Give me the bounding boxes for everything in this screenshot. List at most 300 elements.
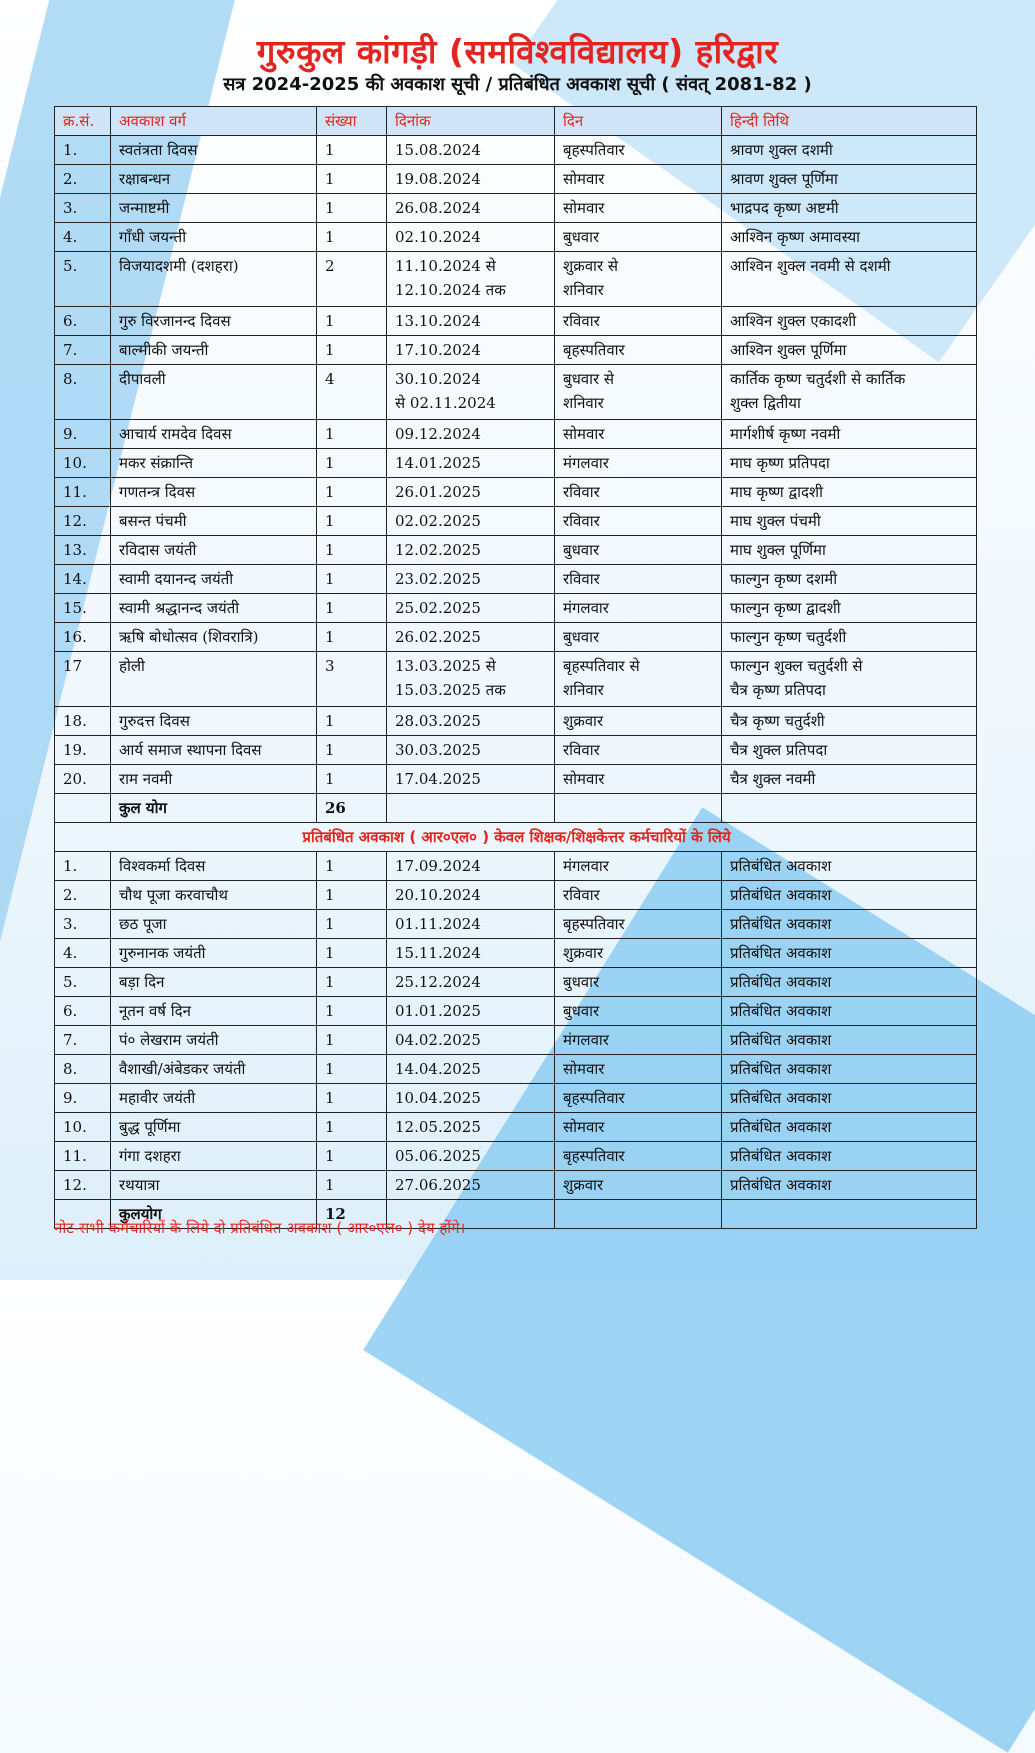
- date-text: 28.03.2025: [395, 712, 481, 730]
- serial-cell: 11.: [55, 1142, 111, 1171]
- date-text: 14.01.2025: [395, 454, 481, 472]
- count-text: 4: [325, 370, 335, 388]
- serial-text: 5.: [63, 257, 78, 275]
- table-row: [55, 1026, 977, 1055]
- date-cell: [387, 223, 555, 252]
- holiday-name-cell: [111, 449, 317, 478]
- serial-cell: [55, 252, 111, 307]
- holiday-name-text: होली: [119, 657, 145, 675]
- count-text: 1: [325, 141, 335, 159]
- restricted-total-value: 12: [317, 1200, 387, 1229]
- day-text: बृहस्पतिवार से: [563, 657, 640, 675]
- count-cell: 1: [317, 852, 387, 881]
- day-cell: मंगलवार: [555, 1026, 722, 1055]
- date-cell: 14.04.2025: [387, 1055, 555, 1084]
- hindi-date-text: कार्तिक कृष्ण चतुर्दशी से कार्तिक: [730, 370, 906, 388]
- hindi-date-cell: [722, 536, 977, 565]
- date-text: 26.08.2024: [395, 199, 481, 217]
- count-text: 1: [325, 199, 335, 217]
- hindi-date-cell: [722, 707, 977, 736]
- page-subtitle: सत्र 2024-2025 की अवकाश सूची / प्रतिबंधित अवकाश सूची ( संवत् 2081-82 ): [223, 74, 812, 95]
- date-cell: [387, 307, 555, 336]
- count-text: 1: [325, 599, 335, 617]
- footer-note: नोट-सभी कर्मचारियों के लिये दो प्रतिबंधित अवकाश ( आर०एल० ) देय होंगे।: [54, 1219, 466, 1237]
- hindi-date-cell: प्रतिबंधित अवकाश: [722, 852, 977, 881]
- column-header-serial: क्र.सं.: [55, 107, 111, 136]
- day-cell: [555, 136, 722, 165]
- hindi-date-cell: [722, 565, 977, 594]
- holiday-name-text: ऋषि बोधोत्सव (शिवरात्रि): [119, 628, 259, 646]
- date-text: 02.10.2024: [395, 228, 481, 246]
- day-cell: रविवार: [555, 881, 722, 910]
- day-cell: मंगलवार: [555, 852, 722, 881]
- hindi-date-text: श्रावण शुक्ल पूर्णिमा: [730, 170, 838, 188]
- hindi-date-cell: प्रतिबंधित अवकाश: [722, 1171, 977, 1200]
- count-text: 1: [325, 483, 335, 501]
- count-text: 1: [325, 770, 335, 788]
- serial-text: 12.: [63, 512, 87, 530]
- date-cell: 01.11.2024: [387, 910, 555, 939]
- table-row: [55, 536, 977, 565]
- table-row: [55, 223, 977, 252]
- count-text: 3: [325, 657, 335, 675]
- count-text: 1: [325, 454, 335, 472]
- serial-cell: 4.: [55, 939, 111, 968]
- holidays-total-label: कुल योग: [111, 794, 317, 823]
- count-text: 1: [325, 741, 335, 759]
- count-text: 1: [325, 541, 335, 559]
- table-row: [55, 420, 977, 449]
- date-cell: [387, 765, 555, 794]
- count-cell: [317, 136, 387, 165]
- holiday-name-cell: [111, 652, 317, 707]
- day-text: बुधवार: [563, 541, 600, 559]
- table-row: [55, 968, 977, 997]
- serial-cell: [55, 536, 111, 565]
- count-cell: [317, 194, 387, 223]
- hindi-date-cell: प्रतिबंधित अवकाश: [722, 910, 977, 939]
- table-row: [55, 165, 977, 194]
- date-text: 30.10.2024: [395, 370, 481, 388]
- day-text: मंगलवार: [563, 454, 609, 472]
- date-cell: [387, 707, 555, 736]
- serial-cell: [55, 194, 111, 223]
- date-text: 26.01.2025: [395, 483, 481, 501]
- count-cell: [317, 252, 387, 307]
- day-cell: सोमवार: [555, 1055, 722, 1084]
- table-row: [55, 194, 977, 223]
- holiday-name-cell: [111, 136, 317, 165]
- serial-text: 11.: [63, 483, 87, 501]
- date-text: 26.02.2025: [395, 628, 481, 646]
- count-cell: [317, 536, 387, 565]
- day-text: सोमवार: [563, 199, 605, 217]
- day-text: सोमवार: [563, 770, 605, 788]
- serial-text: 8.: [63, 370, 78, 388]
- date-cell: [387, 478, 555, 507]
- holiday-name-cell: नूतन वर्ष दिन: [111, 997, 317, 1026]
- hindi-date-text: श्रावण शुक्ल दशमी: [730, 141, 833, 159]
- table-header-row: [55, 107, 977, 136]
- table-row: [55, 507, 977, 536]
- hindi-date-cell: [722, 336, 977, 365]
- day-text: बुधवार: [563, 628, 600, 646]
- holiday-name-cell: गुरुनानक जयंती: [111, 939, 317, 968]
- holiday-name-cell: पं० लेखराम जयंती: [111, 1026, 317, 1055]
- count-cell: 1: [317, 1142, 387, 1171]
- holiday-name-cell: [111, 536, 317, 565]
- day-cell: बुधवार: [555, 968, 722, 997]
- date-cell: 05.06.2025: [387, 1142, 555, 1171]
- holiday-name-cell: [111, 594, 317, 623]
- date-text: 19.08.2024: [395, 170, 481, 188]
- hindi-date-text: आश्विन शुक्ल नवमी से दशमी: [730, 257, 891, 275]
- holiday-name-cell: [111, 194, 317, 223]
- date-text: 17.10.2024: [395, 341, 481, 359]
- table-row: [55, 1171, 977, 1200]
- day-cell: [555, 365, 722, 420]
- restricted-section-heading: प्रतिबंधित अवकाश ( आर०एल० ) केवल शिक्षक/शिक्षकेत्तर कर्मचारियों के लिये: [55, 823, 977, 852]
- serial-text: 15.: [63, 599, 87, 617]
- day-cell: [555, 707, 722, 736]
- table-row: [55, 1055, 977, 1084]
- day-cell: बृहस्पतिवार: [555, 910, 722, 939]
- serial-text: 20.: [63, 770, 87, 788]
- serial-cell: [55, 765, 111, 794]
- table-row: [55, 939, 977, 968]
- serial-cell: [55, 652, 111, 707]
- hindi-date-text: फाल्गुन कृष्ण दशमी: [730, 570, 838, 588]
- serial-cell: [55, 165, 111, 194]
- day-text: शनिवार: [563, 394, 604, 412]
- holiday-name-text: रक्षाबन्धन: [119, 170, 171, 188]
- date-cell: [387, 136, 555, 165]
- day-cell: [555, 165, 722, 194]
- holiday-name-cell: विश्वकर्मा दिवस: [111, 852, 317, 881]
- hindi-date-text: मार्गशीर्ष कृष्ण नवमी: [730, 425, 841, 443]
- hindi-date-text: चैत्र शुक्ल नवमी: [730, 770, 816, 788]
- table-row: [55, 252, 977, 307]
- hindi-date-cell: [722, 765, 977, 794]
- table-row: [55, 736, 977, 765]
- holidays-total-value: 26: [317, 794, 387, 823]
- serial-text: 4.: [63, 228, 78, 246]
- hindi-date-cell: [722, 478, 977, 507]
- count-cell: 1: [317, 939, 387, 968]
- date-text: 15.03.2025 तक: [395, 681, 506, 699]
- holiday-name-text: रविदास जयंती: [119, 541, 197, 559]
- date-text: 12.10.2024 तक: [395, 281, 506, 299]
- table-row: [55, 707, 977, 736]
- date-cell: [387, 536, 555, 565]
- holiday-name-cell: [111, 307, 317, 336]
- date-cell: [387, 652, 555, 707]
- holiday-name-cell: [111, 765, 317, 794]
- date-cell: [387, 420, 555, 449]
- serial-cell: 5.: [55, 968, 111, 997]
- count-cell: [317, 449, 387, 478]
- table-row: [55, 881, 977, 910]
- serial-text: 13.: [63, 541, 87, 559]
- date-cell: 01.01.2025: [387, 997, 555, 1026]
- day-cell: बुधवार: [555, 997, 722, 1026]
- serial-text: 1.: [63, 141, 78, 159]
- count-cell: [317, 736, 387, 765]
- serial-cell: 10.: [55, 1113, 111, 1142]
- hindi-date-cell: [722, 420, 977, 449]
- day-cell: बृहस्पतिवार: [555, 1142, 722, 1171]
- column-header-count: संख्या: [317, 107, 387, 136]
- count-text: 1: [325, 570, 335, 588]
- date-cell: [387, 594, 555, 623]
- count-text: 1: [325, 628, 335, 646]
- serial-text: 10.: [63, 454, 87, 472]
- date-cell: [387, 336, 555, 365]
- table-row: [55, 1113, 977, 1142]
- day-text: शुक्रवार: [563, 712, 604, 730]
- hindi-date-cell: प्रतिबंधित अवकाश: [722, 997, 977, 1026]
- day-cell: [555, 765, 722, 794]
- serial-cell: [55, 336, 111, 365]
- holiday-name-text: बाल्मीकी जयन्ती: [119, 341, 209, 359]
- count-text: 2: [325, 257, 335, 275]
- date-cell: [387, 165, 555, 194]
- holiday-rows: [55, 136, 977, 794]
- serial-cell: [55, 478, 111, 507]
- day-cell: [555, 336, 722, 365]
- holiday-name-cell: बड़ा दिन: [111, 968, 317, 997]
- day-text: मंगलवार: [563, 599, 609, 617]
- serial-text: 7.: [63, 341, 78, 359]
- serial-text: 9.: [63, 425, 78, 443]
- holiday-name-cell: छठ पूजा: [111, 910, 317, 939]
- date-cell: 27.06.2025: [387, 1171, 555, 1200]
- table-row: [55, 1142, 977, 1171]
- serial-text: 17: [63, 657, 83, 675]
- day-cell: बृहस्पतिवार: [555, 1084, 722, 1113]
- count-cell: [317, 420, 387, 449]
- holidays-total-row: [55, 794, 977, 823]
- hindi-date-cell: [722, 594, 977, 623]
- day-cell: [555, 420, 722, 449]
- day-cell: [555, 652, 722, 707]
- holiday-name-cell: वैशाखी/अंबेडकर जयंती: [111, 1055, 317, 1084]
- day-text: शुक्रवार से: [563, 257, 618, 275]
- table-row: [55, 365, 977, 420]
- holiday-name-cell: गंगा दशहरा: [111, 1142, 317, 1171]
- serial-cell: [55, 136, 111, 165]
- day-cell: शुक्रवार: [555, 939, 722, 968]
- holiday-name-text: स्वामी दयानन्द जयंती: [119, 570, 234, 588]
- day-text: रविवार: [563, 570, 600, 588]
- date-cell: [387, 194, 555, 223]
- hindi-date-cell: [722, 136, 977, 165]
- date-cell: 04.02.2025: [387, 1026, 555, 1055]
- count-cell: 1: [317, 910, 387, 939]
- holiday-name-cell: [111, 507, 317, 536]
- table-row: [55, 623, 977, 652]
- serial-text: 14.: [63, 570, 87, 588]
- holiday-name-text: मकर संक्रान्ति: [119, 454, 193, 472]
- holiday-name-text: गुरुदत्त दिवस: [119, 712, 190, 730]
- count-text: 1: [325, 228, 335, 246]
- serial-cell: [55, 594, 111, 623]
- serial-text: 18.: [63, 712, 87, 730]
- holiday-name-text: विजयादशमी (दशहरा): [119, 257, 239, 275]
- day-cell: [555, 194, 722, 223]
- table-row: [55, 765, 977, 794]
- holiday-name-cell: [111, 165, 317, 194]
- hindi-date-text: चैत्र कृष्ण प्रतिपदा: [730, 681, 826, 699]
- date-cell: 17.09.2024: [387, 852, 555, 881]
- count-cell: [317, 365, 387, 420]
- table-row: [55, 852, 977, 881]
- page-title: गुरुकुल कांगड़ी (समविश्वविद्यालय) हरिद्वार: [256, 32, 779, 71]
- serial-cell: 3.: [55, 910, 111, 939]
- holiday-name-cell: [111, 736, 317, 765]
- day-text: शनिवार: [563, 281, 604, 299]
- restricted-total-label: कुलयोग: [111, 1200, 317, 1229]
- count-cell: 1: [317, 1084, 387, 1113]
- day-cell: सोमवार: [555, 1113, 722, 1142]
- hindi-date-cell: [722, 165, 977, 194]
- day-text: रविवार: [563, 312, 600, 330]
- date-text: 17.04.2025: [395, 770, 481, 788]
- day-cell: शुक्रवार: [555, 1171, 722, 1200]
- count-text: 1: [325, 712, 335, 730]
- serial-cell: [55, 707, 111, 736]
- hindi-date-cell: प्रतिबंधित अवकाश: [722, 1142, 977, 1171]
- serial-cell: 6.: [55, 997, 111, 1026]
- hindi-date-cell: प्रतिबंधित अवकाश: [722, 1113, 977, 1142]
- serial-cell: 9.: [55, 1084, 111, 1113]
- holiday-name-text: राम नवमी: [119, 770, 173, 788]
- day-text: शनिवार: [563, 681, 604, 699]
- holiday-name-cell: [111, 623, 317, 652]
- count-cell: [317, 478, 387, 507]
- date-text: 15.08.2024: [395, 141, 481, 159]
- count-text: 1: [325, 170, 335, 188]
- holiday-name-cell: [111, 252, 317, 307]
- serial-cell: 2.: [55, 881, 111, 910]
- holiday-name-text: स्वतंत्रता दिवस: [119, 141, 198, 159]
- hindi-date-text: भाद्रपद कृष्ण अष्टमी: [730, 199, 839, 217]
- holiday-name-text: जन्माष्टमी: [119, 199, 170, 217]
- holiday-name-text: स्वामी श्रद्धानन्द जयंती: [119, 599, 240, 617]
- date-text: से 02.11.2024: [395, 394, 496, 412]
- table-row: [55, 1084, 977, 1113]
- hindi-date-cell: प्रतिबंधित अवकाश: [722, 939, 977, 968]
- count-text: 1: [325, 341, 335, 359]
- hindi-date-cell: [722, 307, 977, 336]
- holiday-name-text: दीपावली: [119, 370, 166, 388]
- date-cell: 25.12.2024: [387, 968, 555, 997]
- day-cell: [555, 478, 722, 507]
- count-cell: [317, 623, 387, 652]
- count-text: 1: [325, 425, 335, 443]
- hindi-date-text: फाल्गुन कृष्ण चतुर्दशी: [730, 628, 847, 646]
- day-cell: [555, 252, 722, 307]
- table-row: [55, 336, 977, 365]
- table-row: [55, 910, 977, 939]
- holiday-name-cell: [111, 478, 317, 507]
- date-text: 23.02.2025: [395, 570, 481, 588]
- hindi-date-text: फाल्गुन कृष्ण द्वादशी: [730, 599, 841, 617]
- serial-cell: [55, 307, 111, 336]
- holiday-name-text: बसन्त पंचमी: [119, 512, 187, 530]
- count-cell: [317, 223, 387, 252]
- serial-cell: [55, 623, 111, 652]
- hindi-date-cell: प्रतिबंधित अवकाश: [722, 881, 977, 910]
- date-text: 25.02.2025: [395, 599, 481, 617]
- day-text: बुधवार से: [563, 370, 615, 388]
- day-cell: [555, 507, 722, 536]
- date-cell: 20.10.2024: [387, 881, 555, 910]
- holiday-name-cell: [111, 420, 317, 449]
- date-cell: 12.05.2025: [387, 1113, 555, 1142]
- serial-cell: [55, 736, 111, 765]
- serial-cell: [55, 420, 111, 449]
- serial-cell: [55, 223, 111, 252]
- holiday-name-text: गणतन्त्र दिवस: [119, 483, 196, 501]
- serial-text: 19.: [63, 741, 87, 759]
- column-header-date: दिनांक: [387, 107, 555, 136]
- count-cell: 1: [317, 1113, 387, 1142]
- holiday-name-cell: [111, 707, 317, 736]
- count-cell: [317, 507, 387, 536]
- serial-cell: 8.: [55, 1055, 111, 1084]
- date-cell: [387, 449, 555, 478]
- date-cell: 15.11.2024: [387, 939, 555, 968]
- day-cell: [555, 449, 722, 478]
- count-cell: 1: [317, 968, 387, 997]
- serial-cell: 1.: [55, 852, 111, 881]
- day-cell: [555, 536, 722, 565]
- hindi-date-text: माघ शुक्ल पूर्णिमा: [730, 541, 826, 559]
- hindi-date-cell: [722, 449, 977, 478]
- holiday-table: [54, 106, 977, 1229]
- table-row: [55, 997, 977, 1026]
- day-cell: [555, 594, 722, 623]
- holiday-name-text: गुरु विरजानन्द दिवस: [119, 312, 231, 330]
- day-cell: [555, 623, 722, 652]
- count-cell: [317, 707, 387, 736]
- day-text: बृहस्पतिवार: [563, 341, 625, 359]
- table-row: [55, 594, 977, 623]
- serial-cell: [55, 365, 111, 420]
- hindi-date-text: माघ शुक्ल पंचमी: [730, 512, 821, 530]
- count-text: 1: [325, 312, 335, 330]
- day-text: सोमवार: [563, 425, 605, 443]
- count-cell: 1: [317, 1055, 387, 1084]
- day-text: रविवार: [563, 512, 600, 530]
- serial-text: 16.: [63, 628, 87, 646]
- holiday-name-cell: [111, 565, 317, 594]
- count-cell: [317, 336, 387, 365]
- hindi-date-text: माघ कृष्ण द्वादशी: [730, 483, 824, 501]
- day-text: बुधवार: [563, 228, 600, 246]
- date-text: 11.10.2024 से: [395, 257, 496, 275]
- date-cell: 10.04.2025: [387, 1084, 555, 1113]
- day-cell: [555, 736, 722, 765]
- holiday-name-text: गाँधी जयन्ती: [119, 228, 187, 246]
- holiday-name-text: आचार्य रामदेव दिवस: [119, 425, 232, 443]
- holiday-name-cell: [111, 336, 317, 365]
- hindi-date-cell: प्रतिबंधित अवकाश: [722, 1055, 977, 1084]
- serial-cell: [55, 507, 111, 536]
- holiday-name-cell: [111, 365, 317, 420]
- table-row: [55, 449, 977, 478]
